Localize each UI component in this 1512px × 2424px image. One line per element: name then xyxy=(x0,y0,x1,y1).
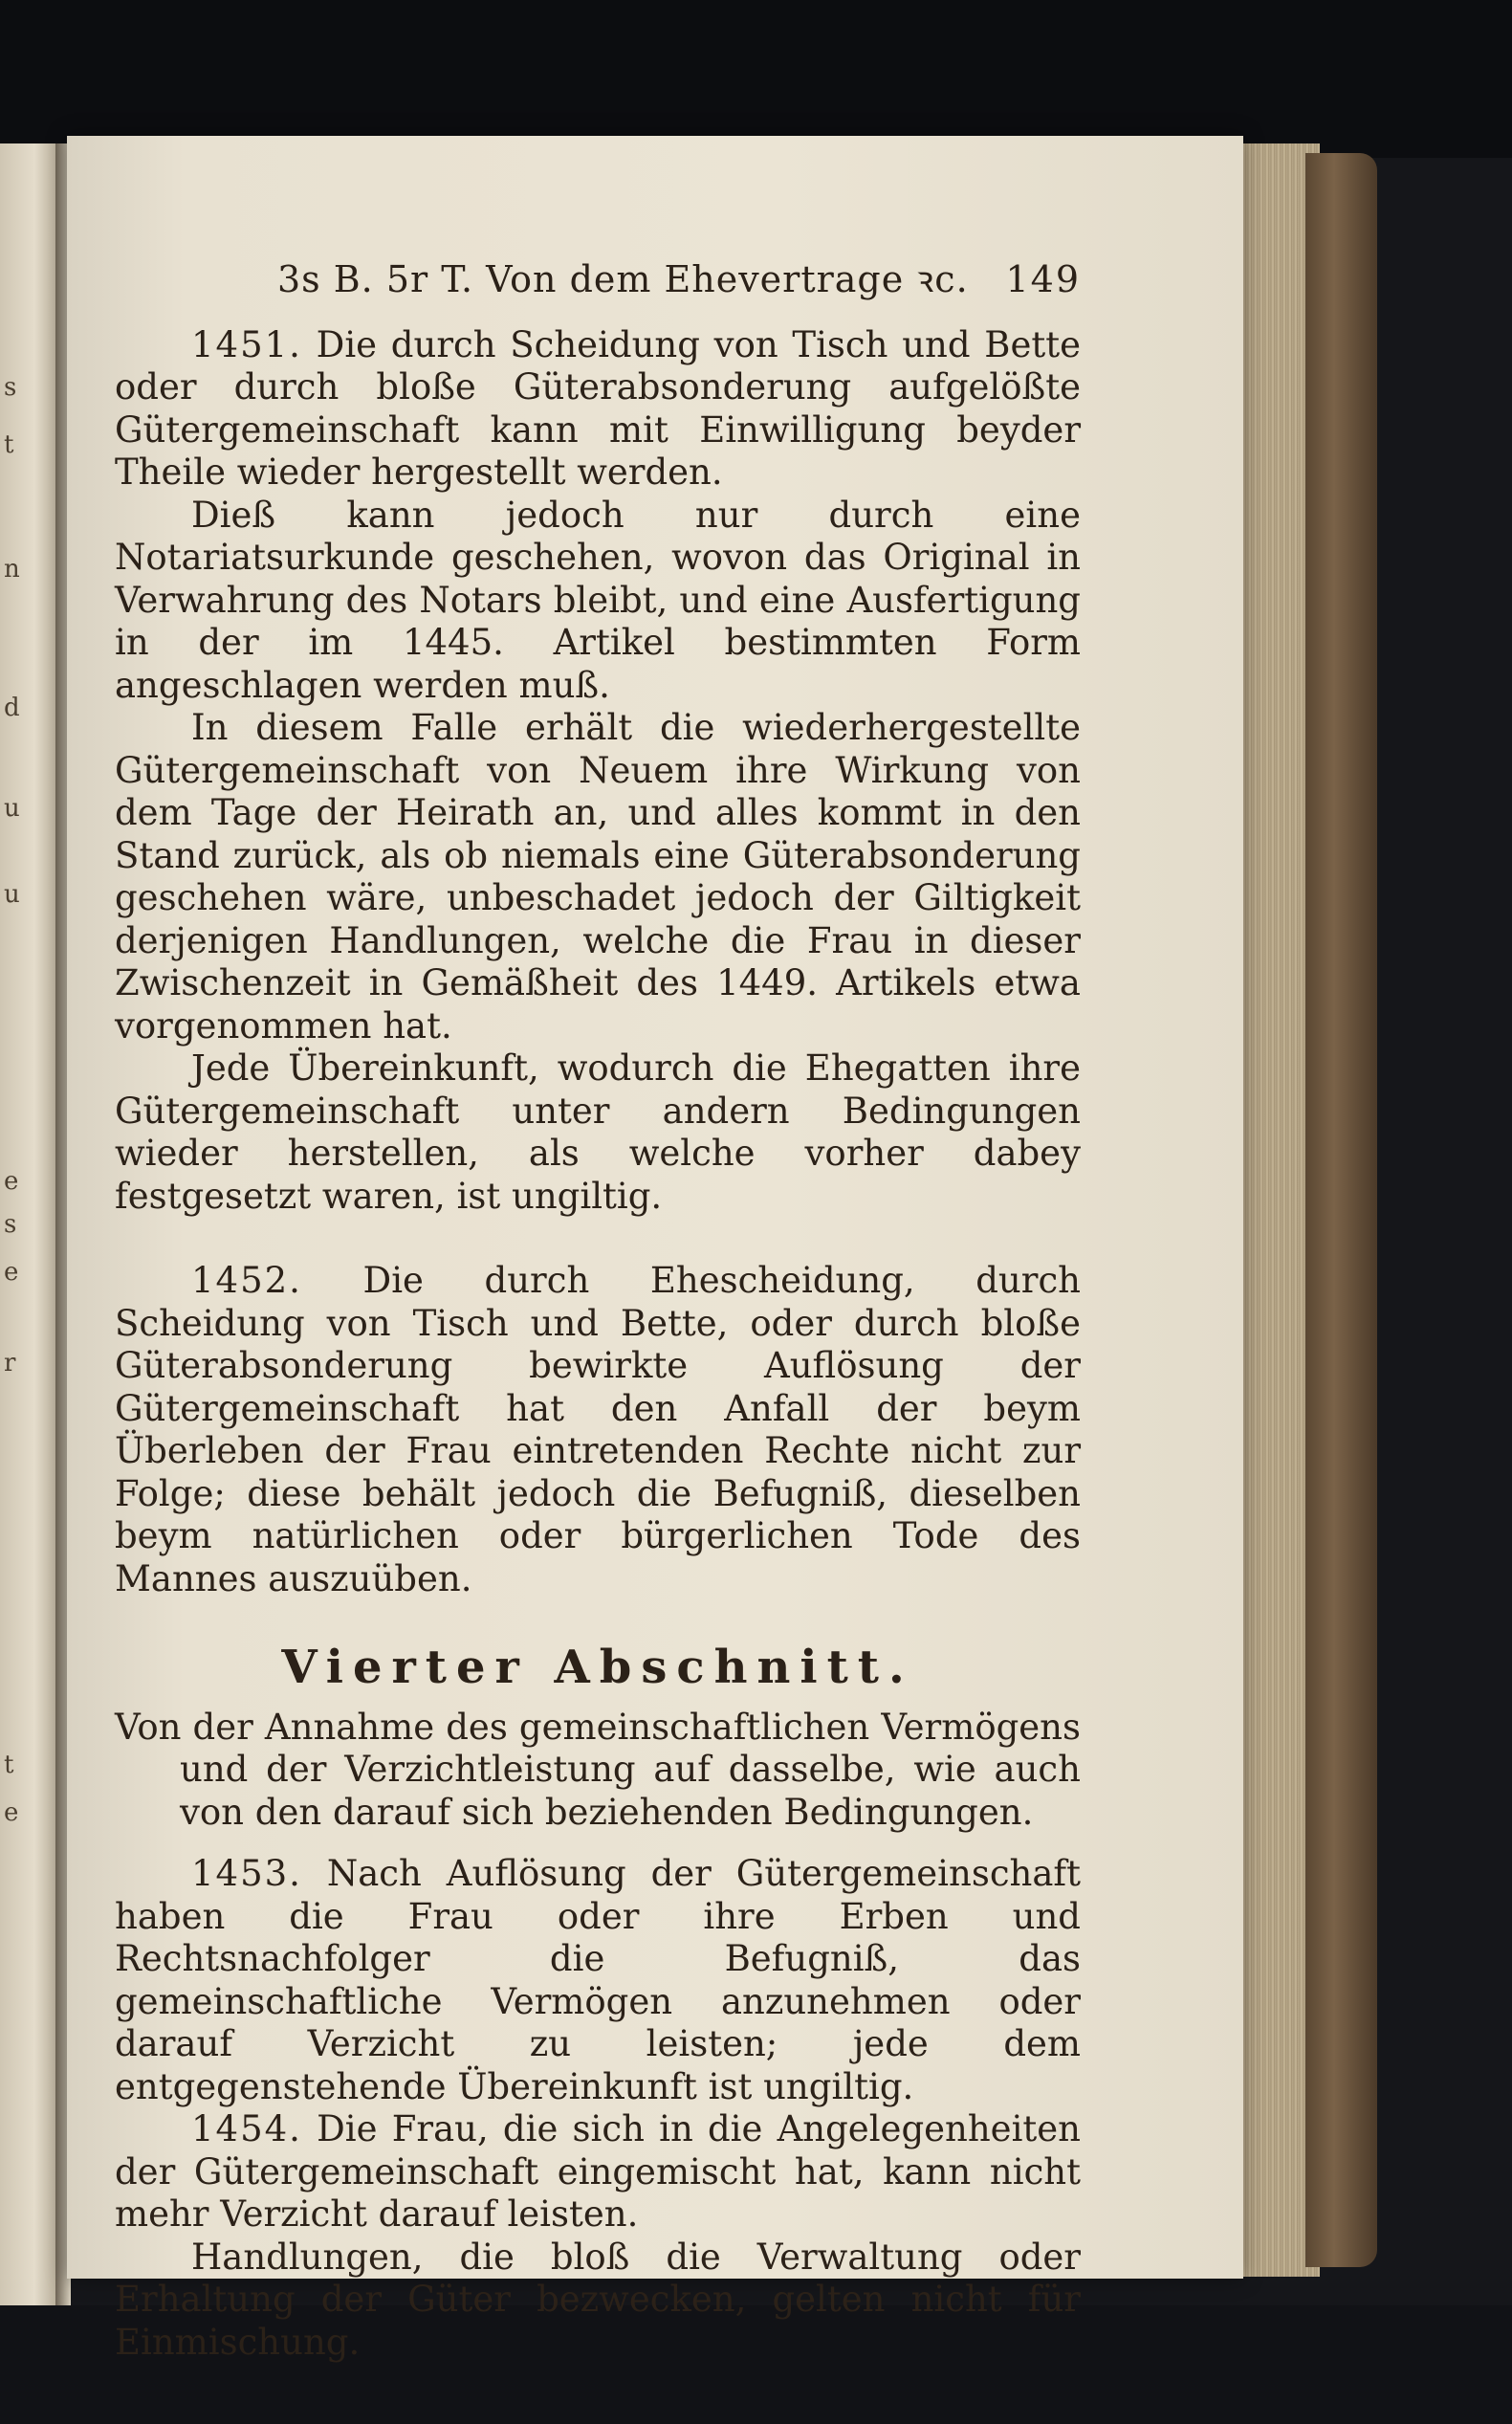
paragraph-text: Die Frau, die sich in die Angelegenheiten der Gütergemeinschaft eingemischt hat, kann nicht mehr Verzicht darauf leisten. xyxy=(115,2108,1082,2235)
left-page-fragment: d xyxy=(4,694,20,722)
left-page-fragment: s xyxy=(4,373,17,402)
paragraph xyxy=(115,1047,1081,1218)
paragraph xyxy=(115,495,1081,708)
book-cover-edge xyxy=(1305,153,1377,2267)
page-number: 149 xyxy=(1005,258,1081,300)
left-page-fragment: u xyxy=(4,794,20,823)
left-page-fragment: r xyxy=(4,1349,16,1377)
paragraph-text: Nach Auflösung der Gütergemeinschaft haben die Frau oder ihre Erben und Rechtsnachfolger die Befugniß, das gemeinschaftliche Vermögen anzunehmen oder darauf Verzicht zu leisten; jede dem entgegenstehende Übereinkunft ist ungiltig. xyxy=(115,1853,1081,2107)
article-number: 1452. xyxy=(191,1260,302,1301)
paragraph xyxy=(115,2108,1081,2237)
section-subtitle: Von der Annahme des gemeinschaftlichen Vermögens und der Verzichtleistung auf dasselbe, wie auch von den darauf sich beziehenden Bedingungen. xyxy=(115,1706,1081,1833)
paragraph-text: Handlungen, die bloß die Verwaltung oder Erhaltung der Güter bezwecken, gelten nicht für Einmischung. xyxy=(115,2236,1081,2363)
left-page-fragment: u xyxy=(4,880,20,909)
background-top xyxy=(0,0,1512,158)
paragraph-text: In diesem Falle erhält die wiederhergestellte Gütergemeinschaft von Neuem ihre Wirkung von dem Tage der Heirath an, und alles kommt in den Stand zurück, als ob niemals eine Güterabsonderung geschehen wäre, unbeschadet jedoch der Giltigkeit derjenigen Handlungen, welche die Frau in dieser Zwischenzeit in Gemäßheit des 1449. Artikels etwa vorgenommen hat. xyxy=(115,707,1081,1047)
running-header xyxy=(115,258,1081,301)
spacer xyxy=(115,1218,1081,1260)
left-page-fragment: t xyxy=(4,430,14,459)
page-text-block xyxy=(115,258,1081,2364)
article-number: 1451. xyxy=(191,323,302,365)
left-page-fragment: s xyxy=(4,1210,17,1239)
left-page-fragment: e xyxy=(4,1258,19,1287)
paragraph xyxy=(115,324,1081,495)
article-number: 1453. xyxy=(191,1853,302,1894)
paragraph xyxy=(115,707,1081,1047)
running-title: 3s B. 5r T. Von dem Ehevertrage ꝛc. xyxy=(277,258,969,300)
left-page-fragment: e xyxy=(4,1798,19,1827)
section-heading: Vierter Abschnitt. xyxy=(281,1641,914,1694)
left-page-fragment: t xyxy=(4,1751,14,1779)
left-facing-page-edge xyxy=(0,143,57,2305)
left-page-fragment: n xyxy=(4,555,20,584)
paragraph xyxy=(115,1260,1081,1600)
left-page-fragment: e xyxy=(4,1167,19,1196)
paragraph-text: Dieß kann jedoch nur durch eine Notariatsurkunde geschehen, wovon das Original in Verwahrung des Notars bleibt, und eine Ausfertigung in der im 1445. Artikel bestimmten Form angeschlagen werden muß. xyxy=(115,494,1081,706)
article-number: 1454. xyxy=(191,2108,302,2149)
paragraph xyxy=(115,2237,1081,2365)
paragraph-text: Die durch Scheidung von Tisch und Bette oder durch bloße Güterabsonderung aufgelößte Gütergemeinschaft kann mit Einwilligung beyder Theile wieder hergestellt werden. xyxy=(115,323,1081,493)
paragraph xyxy=(115,1853,1081,2108)
paragraph-text: Jede Übereinkunft, wodurch die Ehegatten ihre Gütergemeinschaft unter andern Bedingungen wieder herstellen, als welche vorher dabey festgesetzt waren, ist ungiltig. xyxy=(115,1047,1081,1217)
paragraph-text: Die durch Ehescheidung, durch Scheidung von Tisch und Bette, oder durch bloße Güterabsonderung bewirkte Auflösung der Gütergemeinschaft hat den Anfall der beym Überleben der Frau eintretenden Rechte nicht zur Folge; diese behält jedoch die Befugniß, dieselben beym natürlichen oder bürgerlichen Tode des Mannes auszuüben. xyxy=(115,1260,1081,1599)
